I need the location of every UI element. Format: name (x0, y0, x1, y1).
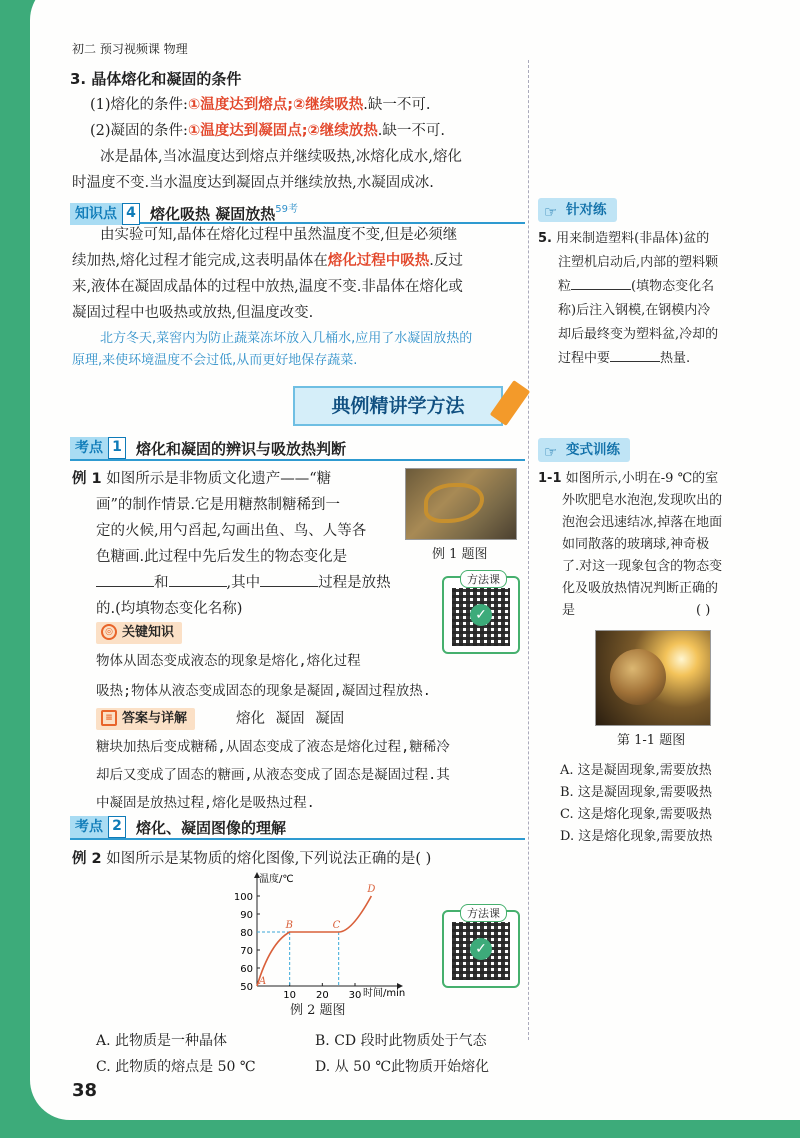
melting-condition: (1)熔化的条件:①温度达到熔点;②继续吸热.缺一不可. (90, 97, 431, 113)
method-label: 方法课 (460, 904, 507, 922)
example-1-line3: 定的火候,用勺舀起,勾画出鱼、鸟、人等各 (96, 523, 367, 539)
y-axis-label: 温度/℃ (259, 874, 294, 885)
answer-line3: 中凝固是放热过程,熔化是吸热过程. (96, 795, 315, 811)
knowledge-4-line3: 来,液体在凝固成晶体的过程中放热,温度不变.非晶体在熔化或 (72, 279, 463, 295)
variant-line4: 如同散落的玻璃球,神奇极 (562, 537, 710, 552)
variant-tag: ☞ 变式训练 (538, 438, 630, 462)
variant-line2: 外吹肥皂水泡泡,发现吹出的 (562, 493, 723, 508)
answer-blank[interactable] (571, 276, 631, 290)
answer-values: 熔化 凝固 凝固 (236, 711, 345, 727)
kaodian-number: 1 (108, 437, 126, 459)
melting-curve (257, 896, 371, 986)
y-tick-label: 100 (233, 892, 253, 903)
knowledge-4-header (70, 200, 525, 224)
kaodian-1-header (70, 437, 525, 461)
knowledge-4-note2: 原理,来使环境温度不会过低,从而更好地保存蔬菜. (72, 353, 358, 368)
section-3-para-line1: 冰是晶体,当冰温度达到熔点并继续吸热,冰熔化成水,熔化 (100, 149, 462, 165)
variant-line1: 1-1 如图所示,小明在-9 ℃的室 (538, 471, 719, 486)
example-1-line1: 例 1 如图所示是非物质文化遗产——“糖 (72, 471, 332, 487)
practice-line4: 称)后注入钢模,在钢模内冷 (558, 303, 711, 318)
page-number: 38 (72, 1080, 98, 1101)
knowledge-4-line1: 由实验可知,晶体在熔化过程中虽然温度不变,但是必须继 (100, 227, 458, 243)
variant-line6: 化及吸放热情况判断正确的 (562, 581, 719, 596)
practice-line1: 5. 用来制造塑料(非晶体)盆的 (538, 231, 710, 246)
answer-blank[interactable] (96, 573, 154, 587)
point-label-b: B (285, 920, 294, 931)
section-banner: 典例精讲学方法 (293, 386, 503, 426)
y-tick-label: 80 (240, 928, 253, 939)
example-1-line4: 色糖画.此过程中先后发生的物态变化是 (96, 549, 348, 565)
kaodian-title: 熔化和凝固的辨识与吸放热判断 (136, 439, 347, 458)
bubble-shape (610, 649, 666, 705)
section-3-title: 3. 晶体熔化和凝固的条件 (70, 70, 242, 88)
method-label: 方法课 (460, 570, 507, 588)
knowledge-4-line2: 续加热,熔化过程才能完成,这表明晶体在熔化过程中吸热.反过 (72, 253, 463, 269)
x-tick-label: 10 (283, 990, 297, 998)
kaodian-2-header (70, 816, 525, 840)
x-tick-label: 30 (348, 990, 362, 998)
practice-tag: ☞ 针对练 (538, 198, 617, 222)
kaodian-number: 2 (108, 816, 126, 838)
answer-blank[interactable] (169, 573, 227, 587)
freezing-condition: (2)凝固的条件:①温度达到凝固点;②继续放热.缺一不可. (90, 123, 446, 139)
knowledge-4-line4: 凝固过程中也吸热或放热,但温度改变. (72, 305, 314, 321)
variant-option-d[interactable]: D. 这是熔化现象,需要放热 (560, 829, 713, 844)
answer-tag: ≡ 答案与详解 (96, 708, 195, 730)
option-c[interactable]: C. 此物质的熔点是 50 ℃ (96, 1059, 256, 1075)
point-label-d: D (367, 884, 376, 895)
pointing-hand-icon: ☞ (544, 443, 558, 461)
point-label-c: C (332, 920, 341, 931)
kaodian-badge: 考点 (70, 816, 108, 838)
answer-blank[interactable] (610, 348, 660, 362)
knowledge-number: 4 (122, 203, 140, 225)
variant-option-c[interactable]: C. 这是熔化现象,需要吸热 (560, 807, 712, 822)
option-a[interactable]: A. 此物质是一种晶体 (96, 1033, 228, 1049)
check-icon: ✓ (470, 604, 492, 626)
variant-option-a[interactable]: A. 这是凝固现象,需要放热 (560, 763, 712, 778)
knowledge-title: 熔化吸热 凝固放热 (150, 205, 276, 224)
y-tick-label: 70 (240, 946, 253, 957)
variant-option-b[interactable]: B. 这是凝固现象,需要吸热 (560, 785, 712, 800)
option-d[interactable]: D. 从 50 ℃此物质开始熔化 (315, 1059, 490, 1075)
point-label-a: A (259, 976, 267, 987)
answer-blank[interactable] (260, 573, 318, 587)
y-tick-label: 50 (240, 982, 253, 993)
practice-line2: 注塑机启动后,内部的塑料颗 (558, 255, 719, 270)
pointing-hand-icon: ☞ (544, 203, 558, 221)
variant-line5: 了.对这一现象包含的物态变 (562, 559, 723, 574)
knowledge-4-note1: 北方冬天,菜窖内为防止蔬菜冻坏放入几桶水,应用了水凝固放热的 (100, 331, 473, 346)
knowledge-badge: 知识点 (70, 203, 122, 225)
variant-caption: 第 1-1 题图 (617, 733, 686, 748)
variant-line3: 泡泡会迅速结冰,掉落在地面 (562, 515, 723, 530)
kaodian-title: 熔化、凝固图像的理解 (136, 818, 287, 837)
exam-count: 59考 (275, 204, 298, 215)
example-1-line6: 的.(均填物态变化名称) (96, 601, 243, 617)
option-b[interactable]: B. CD 段时此物质处于气态 (315, 1033, 487, 1049)
key-knowledge-line2: 吸热;物体从液态变成固态的现象是凝固,凝固过程放热. (96, 683, 431, 699)
practice-line3: 粒 (填物态变化名 (558, 274, 714, 300)
section-3-para-line2: 时温度不变.当水温度达到凝固点并继续放热,水凝固成冰. (72, 175, 434, 191)
x-axis-label: 时间/min (363, 988, 406, 998)
answer-line1: 糖块加热后变成糖稀,从固态变成了液态是熔化过程,糖稀冷 (96, 739, 450, 755)
answer-paren[interactable]: ( ) (696, 603, 711, 618)
x-tick-label: 20 (315, 990, 329, 998)
target-icon: ◎ (101, 624, 117, 640)
sugar-painting-image (405, 468, 517, 540)
practice-line6: 过程中要 热量. (558, 346, 690, 372)
example-1-line5: 和 ,其中 过程是放热 (96, 570, 391, 596)
key-knowledge-line1: 物体从固态变成液态的现象是熔化,熔化过程 (96, 653, 361, 669)
melting-chart (225, 868, 425, 998)
page-header: 初二 预习视频课 物理 (72, 42, 188, 56)
key-knowledge-tag: ◎ 关键知识 (96, 622, 182, 644)
y-tick-label: 60 (240, 964, 253, 975)
y-tick-label: 90 (240, 910, 253, 921)
example-2-caption: 例 2 题图 (290, 1003, 346, 1018)
practice-line5: 却后最终变为塑料盆,冷却的 (558, 327, 719, 342)
kaodian-badge: 考点 (70, 437, 108, 459)
example-1-line2: 画”的制作情景.它是用糖熬制糖稀到一 (96, 497, 341, 513)
frozen-bubble-image (595, 630, 711, 726)
document-icon: ≡ (101, 710, 117, 726)
check-icon: ✓ (470, 938, 492, 960)
variant-line7: 是 (562, 603, 576, 618)
example-2-question: 例 2 如图所示是某物质的熔化图像,下列说法正确的是( ) (72, 851, 432, 867)
answer-line2: 却后又变成了固态的糖画,从液态变成了固态是凝固过程.其 (96, 767, 450, 783)
column-divider (528, 60, 529, 1040)
dragon-shape (424, 483, 484, 523)
example-1-caption: 例 1 题图 (432, 547, 488, 562)
